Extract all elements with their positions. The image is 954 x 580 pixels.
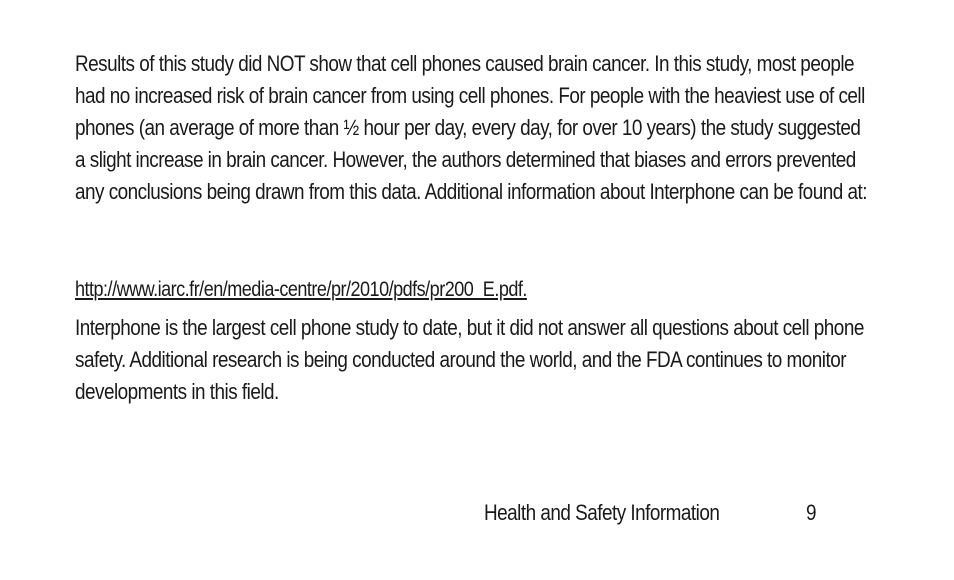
body-paragraph-interphone: Interphone is the largest cell phone study to date, but it did not answer all questions about cell phone safety. Additional research is being conducted around the world, and the FDA continues to monitor developments in this field.: [75, 315, 864, 404]
body-paragraph-study-results: Results of this study did NOT show that cell phones caused brain cancer. In this study, most people had no increased risk of brain cancer from using cell phones. For people with the heaviest use of cell phones (an average of more than ½ hour per day, every day, for over 10 years) the study suggested a slight increase in brain cancer. However, the authors determined that biases and errors prevented any conclusions being drawn from this data. Additional information about Interphone can be found at:: [75, 51, 867, 204]
page-number: 9: [806, 500, 817, 525]
footer-section-title: Health and Safety Information: [484, 500, 720, 525]
iarc-link[interactable]: http://www.iarc.fr/en/media-centre/pr/2010/pdfs/pr200_E.pdf.: [75, 278, 527, 301]
